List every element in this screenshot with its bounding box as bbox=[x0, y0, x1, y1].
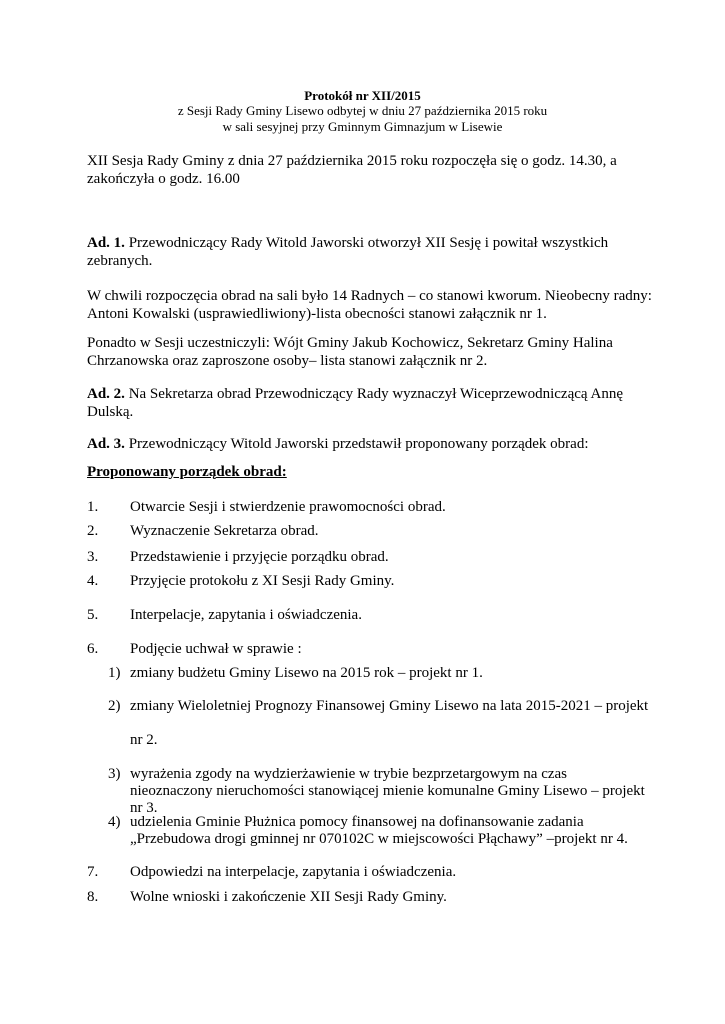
agenda-item-number: 7. bbox=[87, 864, 99, 880]
quorum-line1: W chwili rozpoczęcia obrad na sali było 14 Radnych – co stanowi kworum. Nieobecny radny: bbox=[87, 288, 652, 304]
agenda-item-text: Przyjęcie protokołu z XI Sesji Rady Gminy. bbox=[130, 573, 395, 589]
quorum-paragraph bbox=[87, 287, 657, 323]
resolution-text-line2: „Przebudowa drogi gminnej nr 070102C w miejscowości Płąchawy” –projekt nr 4. bbox=[130, 831, 628, 847]
agenda-item-text: Interpelacje, zapytania i oświadczenia. bbox=[130, 607, 362, 623]
ad1-paragraph bbox=[87, 234, 657, 270]
ad3-paragraph bbox=[87, 435, 657, 453]
document-title: Protokół nr XII/2015 bbox=[304, 88, 421, 103]
agenda-item-text: Podjęcie uchwał w sprawie : bbox=[130, 641, 302, 657]
agenda-item-text: Przedstawienie i przyjęcie porządku obrad. bbox=[130, 549, 389, 565]
agenda-item-text: Otwarcie Sesji i stwierdzenie prawomocności obrad. bbox=[130, 499, 446, 515]
ad2-line1: Na Sekretarza obrad Przewodniczący Rady wyznaczył Wiceprzewodniczącą Annę bbox=[124, 386, 623, 402]
resolution-number: 3) bbox=[108, 766, 121, 782]
intro-line1: XII Sesja Rady Gminy z dnia 27 października 2015 roku rozpoczęła się o godz. 14.30, a bbox=[87, 153, 617, 169]
agenda-item-number: 3. bbox=[87, 549, 99, 565]
agenda-item-number: 1. bbox=[87, 499, 99, 515]
resolution-text bbox=[130, 766, 658, 817]
resolution-text-line1: wyrażenia zgody na wydzierżawienie w trybie bezprzetargowym na czas bbox=[130, 766, 568, 782]
intro-line2: zakończyła o godz. 16.00 bbox=[87, 171, 240, 187]
resolution-text-line1: udzielenia Gminie Płużnica pomocy finansowej na dofinansowanie zadania bbox=[130, 814, 584, 830]
agenda-item-text: Odpowiedzi na interpelacje, zapytania i oświadczenia. bbox=[130, 864, 457, 880]
resolution-number: 4) bbox=[108, 814, 121, 830]
agenda-item-text: Wolne wnioski i zakończenie XII Sesji Rady Gminy. bbox=[130, 889, 447, 905]
agenda-heading: Proponowany porządek obrad: bbox=[87, 464, 287, 480]
ad1-line1: Przewodniczący Rady Witold Jaworski otworzył XII Sesję i powitał wszystkich bbox=[124, 235, 609, 251]
ad2-paragraph bbox=[87, 385, 657, 421]
intro-paragraph bbox=[87, 152, 657, 188]
resolution-number: 2) bbox=[108, 698, 121, 714]
resolution-number: 1) bbox=[108, 665, 121, 681]
resolution-text-line2: nr 2. bbox=[130, 732, 158, 748]
document-subtitle-line1: z Sesji Rady Gminy Lisewo odbytej w dniu 27 października 2015 roku bbox=[177, 103, 548, 118]
ad1-label: Ad. 1. bbox=[87, 235, 125, 251]
ad2-label: Ad. 2. bbox=[87, 386, 125, 402]
attendees-paragraph bbox=[87, 334, 657, 370]
agenda-item-number: 8. bbox=[87, 889, 99, 905]
quorum-line2: Antoni Kowalski (usprawiedliwiony)-lista obecności stanowi załącznik nr 1. bbox=[87, 306, 547, 322]
resolution-text: zmiany budżetu Gminy Lisewo na 2015 rok – projekt nr 1. bbox=[130, 665, 483, 681]
resolution-text-line3: nr 3. bbox=[130, 800, 158, 816]
agenda-item-number: 2. bbox=[87, 523, 99, 539]
ad2-line2: Dulską. bbox=[87, 404, 134, 420]
ad1-line2: zebranych. bbox=[87, 253, 153, 269]
resolution-text-line2: nieoznaczony nieruchomości stanowiącej mienie komunalne Gminy Lisewo – projekt bbox=[130, 783, 645, 799]
ad3-label: Ad. 3. bbox=[87, 436, 125, 452]
agenda-item-number: 4. bbox=[87, 573, 99, 589]
agenda-item-text: Wyznaczenie Sekretarza obrad. bbox=[130, 523, 319, 539]
resolution-text bbox=[130, 814, 658, 848]
agenda-item-number: 5. bbox=[87, 607, 99, 623]
document-subtitle-line2: w sali sesyjnej przy Gminnym Gimnazjum w Lisewie bbox=[222, 119, 503, 134]
resolution-text-line1: zmiany Wieloletniej Prognozy Finansowej Gminy Lisewo na lata 2015-2021 – projekt bbox=[130, 698, 649, 714]
ad3-line1: Przewodniczący Witold Jaworski przedstawił proponowany porządek obrad: bbox=[124, 436, 589, 452]
attendees-line1: Ponadto w Sesji uczestniczyli: Wójt Gminy Jakub Kochowicz, Sekretarz Gminy Halina bbox=[87, 335, 613, 351]
agenda-item-number: 6. bbox=[87, 641, 99, 657]
attendees-line2: Chrzanowska oraz zaproszone osoby– lista stanowi załącznik nr 2. bbox=[87, 353, 488, 369]
